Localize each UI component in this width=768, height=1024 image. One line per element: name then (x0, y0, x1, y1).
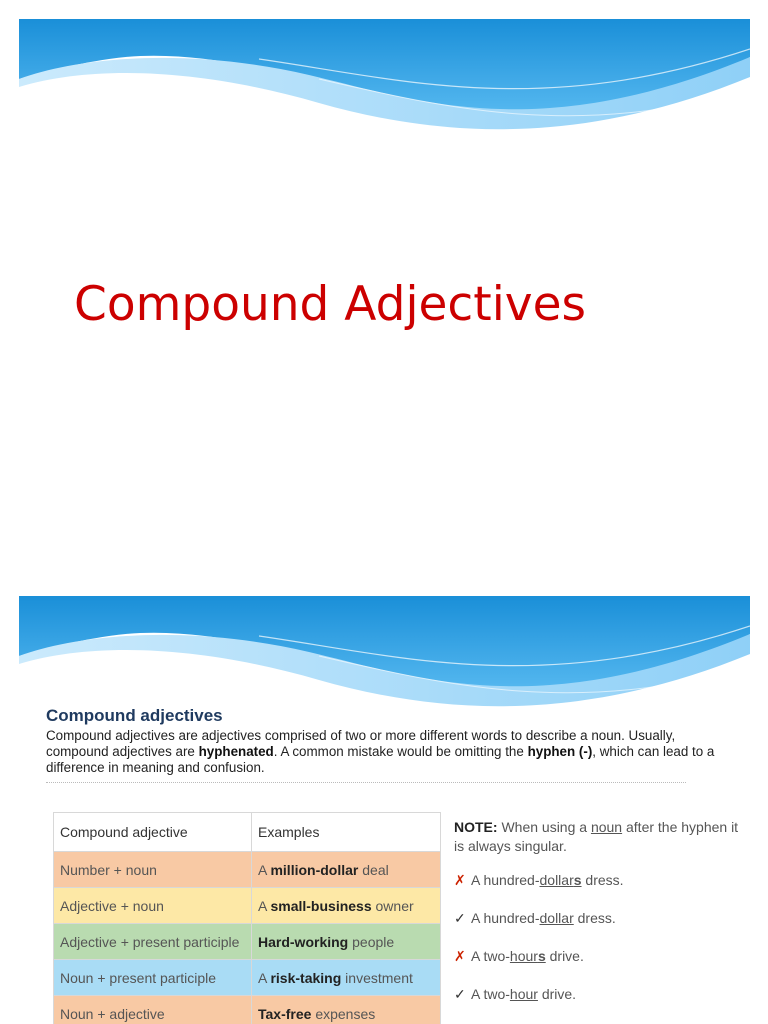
example-emphasis: million-dollar (270, 861, 359, 878)
table-row (54, 924, 441, 960)
cross-icon: ✗ (454, 872, 466, 888)
note-underlined-word: noun (590, 819, 623, 835)
example-cell (252, 852, 441, 888)
section-heading: Compound adjectives (46, 706, 223, 725)
example-incorrect (454, 937, 744, 975)
example-correct (454, 899, 744, 937)
table-row (54, 852, 441, 888)
check-icon: ✓ (454, 910, 466, 926)
divider (46, 782, 686, 783)
example-plural-s: s (537, 948, 546, 964)
compound-adjective-table (53, 812, 441, 1024)
note-body: after the hyphen it is always singular. (454, 819, 739, 854)
example-text: dress. (573, 910, 616, 926)
example-text: dress. (581, 872, 624, 888)
table-row (54, 960, 441, 996)
example-text: A two- (471, 986, 510, 1002)
example-underlined: dollar (539, 872, 574, 888)
example-text: A (258, 969, 271, 986)
example-cell (252, 888, 441, 924)
wave-header-graphic (19, 19, 750, 139)
example-plural-s: s (573, 872, 582, 888)
note-text (454, 818, 744, 856)
example-text: deal (358, 861, 389, 878)
slide-title: Compound Adjectives (74, 277, 586, 332)
example-text: A two- (471, 948, 510, 964)
example-text: drive. (537, 986, 577, 1002)
check-icon: ✓ (454, 986, 466, 1002)
example-text: people (348, 933, 395, 950)
example-emphasis: small-business (270, 897, 372, 914)
note-body: When using a (497, 819, 591, 835)
adjective-cell: Number + noun (54, 852, 252, 888)
adjective-cell: Noun + adjective (54, 996, 252, 1024)
intro-text: Compound adjectives are adjectives comprised of two or more different words to describe a noun. Usually, compound adjectives are (46, 728, 676, 759)
example-emphasis: Hard-working (258, 933, 349, 950)
example-text: A hundred- (471, 872, 540, 888)
column-header: Examples (252, 813, 441, 852)
table-row (54, 888, 441, 924)
note-box (454, 818, 744, 1013)
example-text: A (258, 861, 271, 878)
example-text: owner (371, 897, 414, 914)
cross-icon: ✗ (454, 948, 466, 964)
example-underlined: hour (509, 986, 538, 1002)
intro-text: , which can lead to a difference in meaning and confusion. (46, 744, 715, 775)
example-correct (454, 975, 744, 1013)
intro-text: . A common mistake would be omitting the (273, 744, 528, 759)
intro-paragraph (46, 728, 726, 776)
content-slide (19, 596, 750, 1024)
title-slide (19, 19, 750, 559)
intro-section (46, 706, 726, 783)
adjective-cell: Adjective + present participle (54, 924, 252, 960)
adjective-cell: Adjective + noun (54, 888, 252, 924)
note-label: NOTE: (454, 819, 498, 835)
wave-header-graphic (19, 596, 750, 716)
adjective-cell: Noun + present participle (54, 960, 252, 996)
example-cell (252, 924, 441, 960)
example-underlined: hour (509, 948, 538, 964)
intro-emphasis: hyphenated (198, 744, 274, 759)
example-text: A hundred- (471, 910, 540, 926)
example-incorrect (454, 861, 744, 899)
table-header-row (54, 813, 441, 852)
example-emphasis: risk-taking (270, 969, 342, 986)
example-text: investment (341, 969, 413, 986)
example-text: expenses (311, 1005, 376, 1022)
example-cell (252, 960, 441, 996)
table-row (54, 996, 441, 1024)
example-cell (252, 996, 441, 1024)
example-text: A (258, 897, 271, 914)
example-text: drive. (545, 948, 584, 964)
example-underlined: dollar (539, 910, 574, 926)
example-emphasis: Tax-free (258, 1005, 312, 1022)
intro-emphasis: hyphen (-) (527, 744, 593, 759)
column-header: Compound adjective (54, 813, 252, 852)
